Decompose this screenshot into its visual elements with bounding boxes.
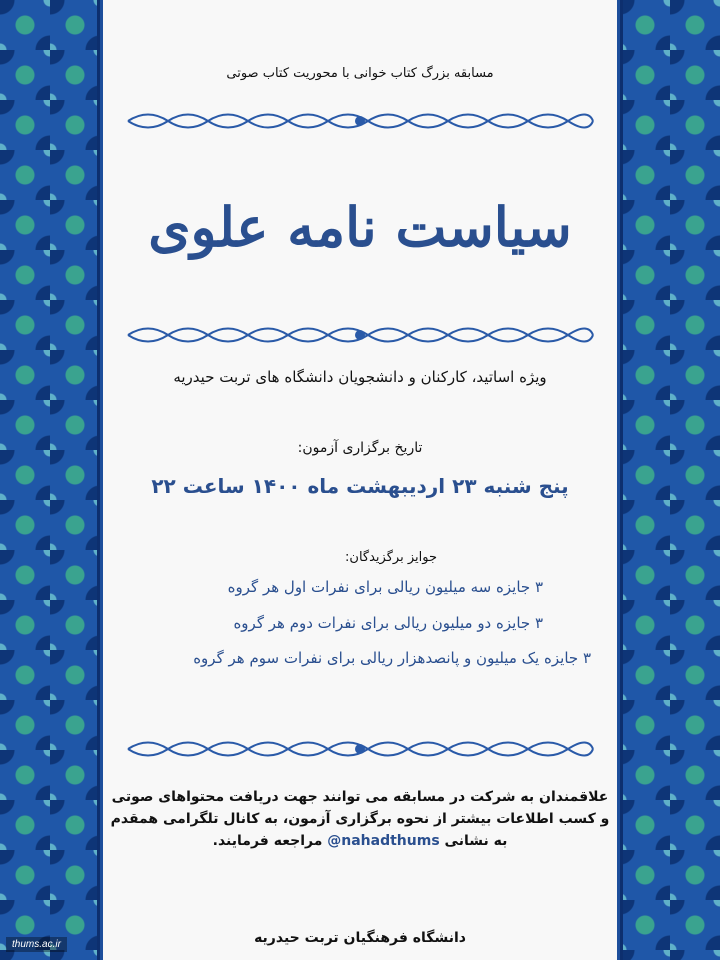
- ornament-divider-middle: [123, 322, 597, 348]
- info-text-end: مراجعه فرمایند.: [212, 833, 323, 849]
- ornament-divider-bottom: [123, 736, 597, 762]
- page-title: سیاست نامه علوی: [148, 195, 572, 259]
- prize-item: ۳ جایزه دو میلیون ریالی برای نفرات دوم هر گروه: [233, 614, 543, 632]
- poster-content: [103, 0, 617, 960]
- prizes-label: جوایز برگزیدگان:: [345, 550, 437, 565]
- info-paragraph: [103, 786, 617, 852]
- prize-item: ۳ جایزه یک میلیون و پانصدهزار ریالی برای نفرات سوم هر گروه: [193, 649, 591, 667]
- ornament-divider-top: [123, 108, 597, 134]
- info-text: علاقمندان به شرکت در مسابقه می توانند جهت دریافت محتواهای صوتی و کسب اطلاعات بیشتر از نحوه برگزاری آزمون، به کانال تلگرامی همقدم به نشانی: [110, 789, 610, 849]
- telegram-handle-link[interactable]: @nahadthums: [327, 833, 440, 849]
- exam-date-value: پنج شنبه ۲۳ اردیبهشت ماه ۱۴۰۰ ساعت ۲۲: [151, 474, 569, 498]
- prize-item: ۳ جایزه سه میلیون ریالی برای نفرات اول هر گروه: [227, 578, 543, 596]
- exam-date-label: تاریخ برگزاری آزمون:: [297, 440, 423, 456]
- site-watermark: thums.ac.ir: [6, 937, 67, 952]
- audience-text: ویژه اساتید، کارکنان و دانشجویان دانشگاه های تربت حیدریه: [173, 368, 547, 386]
- competition-subtitle: مسابقه بزرگ کتاب خوانی با محوریت کتاب صوتی: [226, 66, 494, 81]
- right-tile-border: [620, 0, 720, 960]
- left-tile-border: [0, 0, 100, 960]
- footer-university: دانشگاه فرهنگیان تربت حیدریه: [254, 930, 466, 946]
